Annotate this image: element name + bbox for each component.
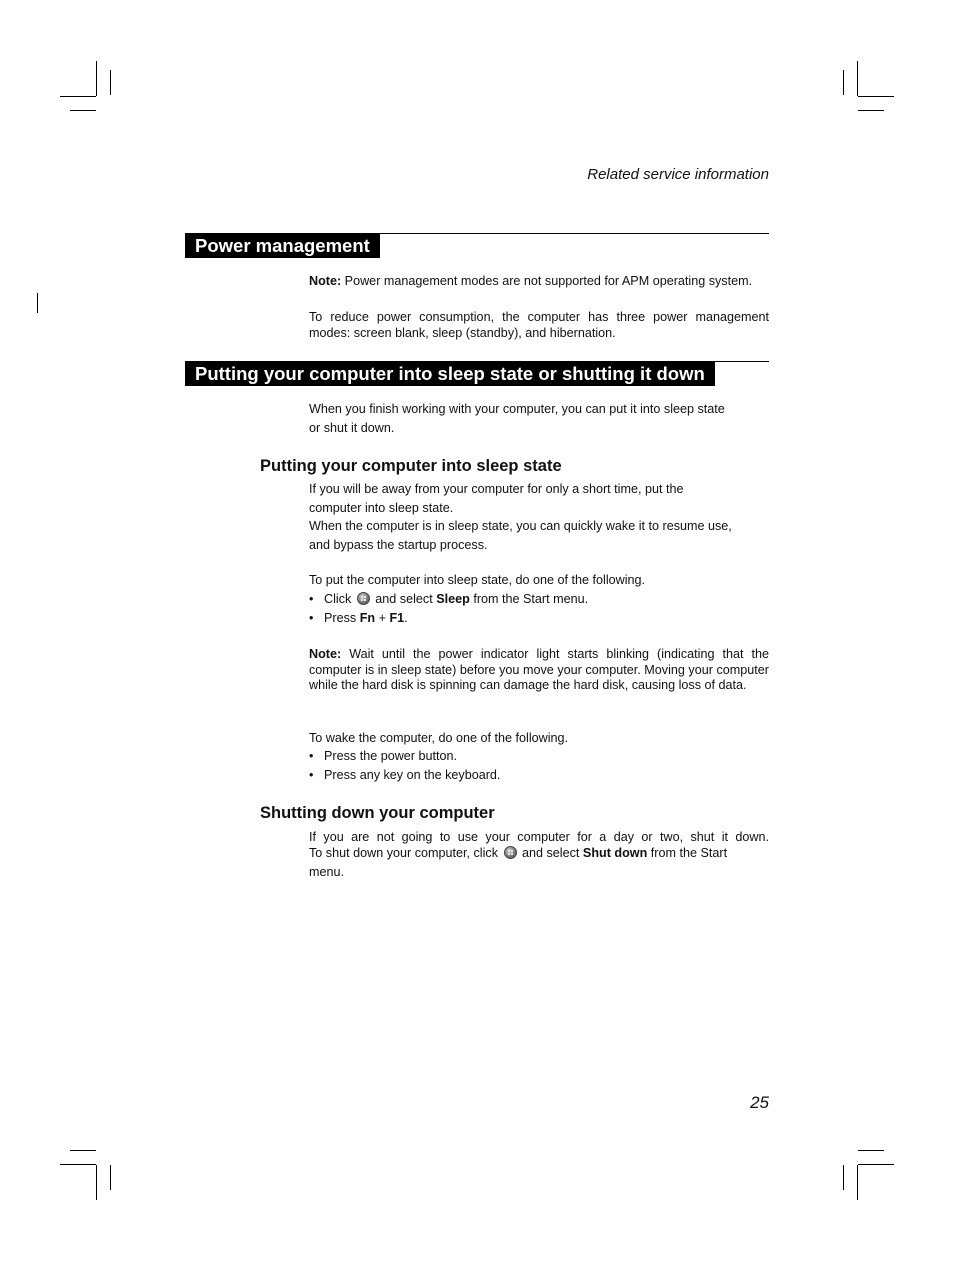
crop-mark	[843, 1165, 844, 1190]
section-title-sleep-or-shutdown: Putting your computer into sleep state or shutting it down	[185, 361, 715, 386]
section-title-power-management: Power management	[185, 233, 380, 258]
bullet: •	[309, 592, 314, 606]
text-line: and bypass the startup process.	[309, 537, 488, 552]
crop-mark	[858, 96, 894, 97]
running-header: Related service information	[587, 166, 769, 183]
bullet: •	[309, 767, 314, 782]
list-item	[309, 747, 769, 766]
note-label: Note:	[309, 647, 342, 661]
key-fn: Fn	[359, 610, 376, 625]
text-run: Press any key on the keyboard.	[324, 767, 501, 782]
crop-mark	[858, 110, 884, 111]
subsection-title-sleep: Putting your computer into sleep state	[260, 457, 562, 475]
page-number: 25	[750, 1093, 769, 1112]
crop-mark	[110, 70, 111, 95]
crop-mark	[857, 1165, 858, 1200]
crop-mark	[858, 1164, 894, 1165]
text-run: Press the power button.	[324, 749, 458, 763]
sleep-menu-item-label: Sleep	[436, 592, 470, 606]
key-f1: F1	[389, 610, 405, 625]
crop-mark	[70, 110, 96, 111]
wake-intro: To wake the computer, do one of the following.	[309, 731, 569, 745]
text-run: and select	[371, 592, 437, 606]
text-line: If you are not going to use your computer for a day or two, shut it down.	[309, 830, 769, 844]
bullet: •	[309, 749, 314, 763]
text-run: from the Start	[647, 846, 728, 860]
list-item	[309, 609, 769, 628]
crop-mark	[96, 1165, 97, 1200]
start-orb-icon	[504, 846, 517, 859]
text-run: To shut down your computer, click	[309, 846, 502, 860]
crop-mark	[60, 96, 96, 97]
text-run: from the Start menu.	[469, 592, 589, 606]
sleep-note	[309, 647, 769, 694]
sleep-methods-list	[309, 590, 769, 627]
crop-mark	[70, 1150, 96, 1151]
margin-mark	[37, 293, 38, 313]
power-intro-paragraph: To reduce power consumption, the computer has three power management modes: screen blank, sleep (standby), and hibernation.	[309, 310, 769, 340]
text-run: Press	[324, 610, 360, 625]
sleep-how-intro: To put the computer into sleep state, do one of the following.	[309, 573, 646, 587]
text-run: and select	[518, 846, 583, 860]
wake-methods-list	[309, 747, 769, 784]
text-line: or shut it down.	[309, 420, 395, 435]
text-line	[309, 845, 769, 862]
crop-mark	[96, 61, 97, 96]
power-note	[309, 272, 769, 291]
bullet: •	[309, 610, 314, 625]
note-label: Note:	[309, 274, 342, 288]
text-line: computer into sleep state.	[309, 500, 454, 515]
subsection-title-shutdown: Shutting down your computer	[260, 804, 495, 822]
crop-mark	[60, 1164, 96, 1165]
text-line: When you finish working with your computer, you can put it into sleep state	[309, 402, 725, 416]
start-orb-icon	[357, 592, 370, 605]
crop-mark	[843, 70, 844, 95]
sleep-paragraph	[309, 480, 769, 554]
crop-mark	[110, 1165, 111, 1190]
text-run: .	[404, 610, 408, 625]
list-item	[309, 590, 769, 609]
shutdown-menu-item-label: Shut down	[582, 846, 648, 860]
note-text: Power management modes are not supported for APM operating system.	[341, 274, 753, 288]
text-run: +	[375, 610, 390, 625]
crop-mark	[857, 61, 858, 96]
text-line: If you will be away from your computer for only a short time, put the	[309, 482, 684, 496]
list-item	[309, 766, 769, 785]
shutdown-paragraph	[309, 829, 769, 883]
note-text: Wait until the power indicator light starts blinking (indicating that the computer is in sleep state) before you move your computer. Moving your computer while the hard disk is spinning can damage the hard disk, causing loss of data.	[309, 647, 769, 692]
text-run: Click	[324, 592, 355, 606]
sleep-shutdown-intro	[309, 400, 769, 437]
crop-mark	[858, 1150, 884, 1151]
text-line: menu.	[309, 865, 345, 879]
text-line: When the computer is in sleep state, you can quickly wake it to resume use,	[309, 519, 732, 533]
